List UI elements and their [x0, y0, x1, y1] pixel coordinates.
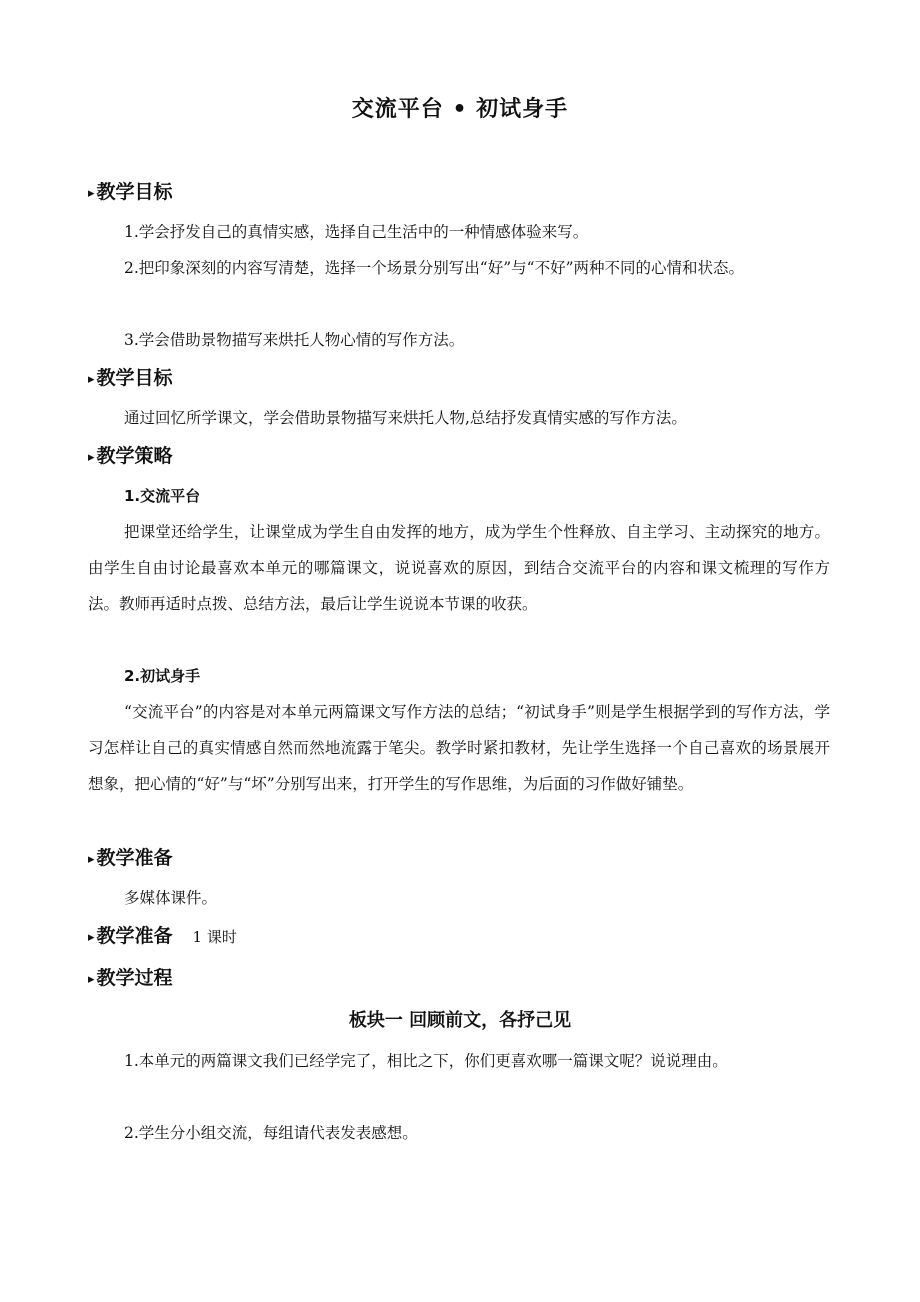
strategy-subheading-2: 2.初试身手 — [124, 667, 201, 685]
goal-item-2: 2.把印象深刻的内容写清楚，选择一个场景分别写出“好”与“不好”两种不同的心情和状态。 — [124, 259, 744, 277]
triangle-marker-icon: ▸ — [88, 852, 95, 867]
strategy-subheading-1: 1.交流平台 — [124, 487, 201, 505]
section-heading-prep-2 — [88, 924, 237, 951]
goal-item-3: 3.学会借助景物描写来烘托人物心情的写作方法。 — [124, 331, 465, 349]
section-heading-strategy — [88, 444, 173, 471]
section-heading-goals — [88, 180, 173, 207]
goals2-text: 通过回忆所学课文，学会借助景物描写来烘托人物,总结抒发真情实感的写作方法。 — [124, 409, 687, 427]
section-heading-goals-2 — [88, 366, 173, 393]
process-item-1: 1.本单元的两篇课文我们已经学完了，相比之下，你们更喜欢哪一篇课文呢？说说理由。 — [124, 1052, 728, 1070]
block-title: 板块一 回顾前文，各抒己见 — [348, 1010, 572, 1031]
section-heading-prep — [88, 846, 173, 873]
triangle-marker-icon: ▸ — [88, 186, 95, 201]
heading-label: 教学准备 — [96, 847, 173, 869]
triangle-marker-icon: ▸ — [88, 972, 95, 987]
triangle-marker-icon: ▸ — [88, 930, 95, 945]
class-hours: 1 课时 — [192, 928, 237, 946]
prep-text: 多媒体课件。 — [124, 889, 218, 907]
strategy-text-2: “交流平台”的内容是对本单元两篇课文写作方法的总结；“初试身手”则是学生根据学到的写作方法，学习怎样让自己的真实情感自然而然地流露于笔尖。教学时紧扣教材，先让学生选择一个自己喜欢的场景展开想象，把心情的“好”与“坏”分别写出来，打开学生的写作思维，为后面的习作做好铺垫。 — [88, 703, 830, 793]
goal-item-1: 1.学会抒发自己的真情实感，选择自己生活中的一种情感体验来写。 — [124, 223, 589, 241]
triangle-marker-icon: ▸ — [88, 372, 95, 387]
heading-label: 教学目标 — [96, 367, 173, 389]
strategy-text-1: 把课堂还给学生，让课堂成为学生自由发挥的地方，成为学生个性释放、自主学习、主动探究的地方。由学生自由讨论最喜欢本单元的哪篇课文，说说喜欢的原因，到结合交流平台的内容和课文梳理的写作方法。教师再适时点拨、总结方法，最后让学生说说本节课的收获。 — [88, 523, 830, 613]
heading-label: 教学策略 — [96, 445, 173, 467]
process-item-2: 2.学生分小组交流，每组请代表发表感想。 — [124, 1124, 418, 1142]
heading-label: 教学过程 — [96, 967, 173, 989]
triangle-marker-icon: ▸ — [88, 450, 95, 465]
heading-label: 教学目标 — [96, 181, 173, 203]
heading-label: 教学准备 — [96, 925, 173, 947]
document-title: 交流平台 • 初试身手 — [351, 97, 569, 122]
section-heading-process — [88, 966, 173, 993]
